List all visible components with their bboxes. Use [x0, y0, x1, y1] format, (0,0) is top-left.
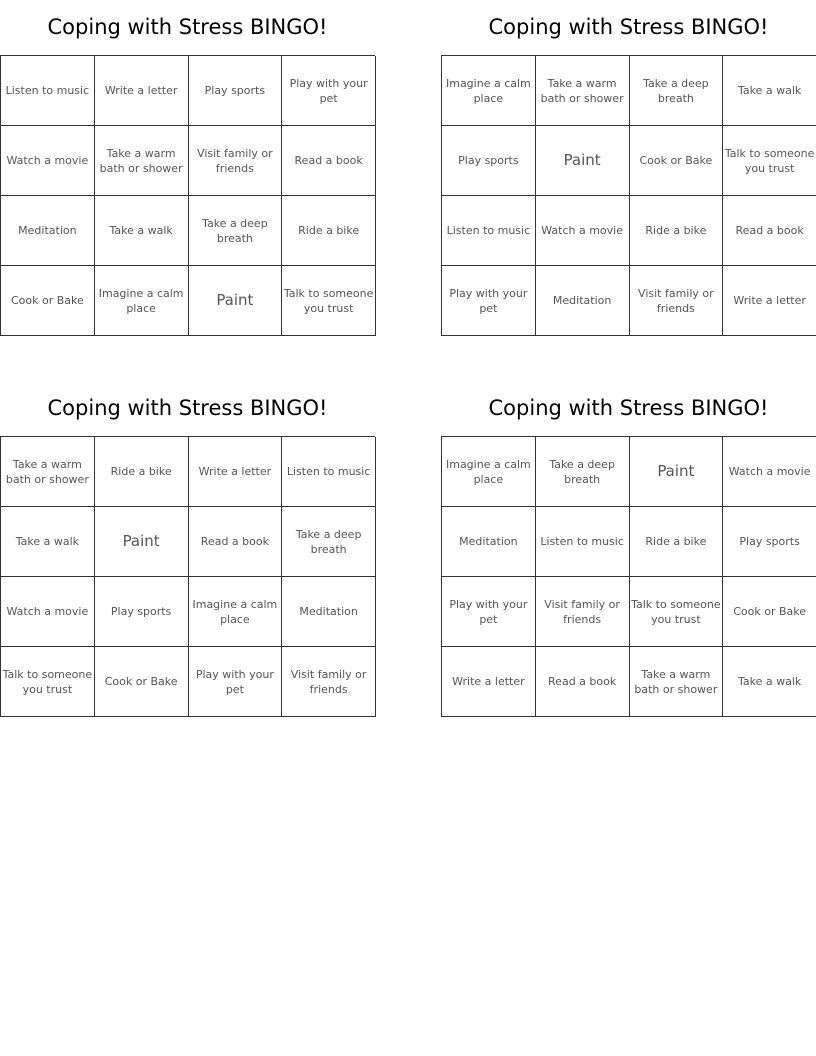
- bingo-cell: Meditation: [442, 507, 536, 577]
- card-title: Coping with Stress BINGO!: [488, 396, 769, 420]
- bingo-cell: Take a warm bath or shower: [536, 56, 630, 126]
- bingo-cell: Write a letter: [442, 647, 536, 717]
- bingo-cell: Take a deep breath: [189, 196, 283, 266]
- bingo-cell: Watch a movie: [1, 577, 95, 647]
- bingo-cell: Play sports: [189, 56, 283, 126]
- bingo-cell: Imagine a calm place: [189, 577, 283, 647]
- bingo-cell: Watch a movie: [1, 126, 95, 196]
- bingo-cell: Take a walk: [723, 56, 816, 126]
- card-title: Coping with Stress BINGO!: [47, 396, 328, 420]
- bingo-free-cell: Paint: [536, 126, 630, 196]
- bingo-cell: Cook or Bake: [1, 266, 95, 336]
- bingo-cell: Meditation: [282, 577, 376, 647]
- bingo-cell: Take a walk: [95, 196, 189, 266]
- bingo-cell: Visit family or friends: [189, 126, 283, 196]
- bingo-cell: Meditation: [1, 196, 95, 266]
- bingo-cell: Visit family or friends: [536, 577, 630, 647]
- bingo-free-cell: Paint: [189, 266, 283, 336]
- bingo-free-cell: Paint: [630, 437, 724, 507]
- bingo-cell: Imagine a calm place: [95, 266, 189, 336]
- bingo-cell: Talk to someone you trust: [1, 647, 95, 717]
- bingo-cell: Play sports: [442, 126, 536, 196]
- bingo-grid: [0, 55, 375, 336]
- bingo-cell: Talk to someone you trust: [282, 266, 376, 336]
- bingo-free-cell: Paint: [95, 507, 189, 577]
- bingo-cell: Ride a bike: [95, 437, 189, 507]
- bingo-cell: Play with your pet: [442, 266, 536, 336]
- bingo-cell: Write a letter: [95, 56, 189, 126]
- bingo-cell: Read a book: [282, 126, 376, 196]
- bingo-cell: Imagine a calm place: [442, 437, 536, 507]
- bingo-cell: Write a letter: [189, 437, 283, 507]
- bingo-cell: Read a book: [723, 196, 816, 266]
- bingo-cell: Read a book: [536, 647, 630, 717]
- bingo-cell: Take a walk: [723, 647, 816, 717]
- bingo-cell: Take a warm bath or shower: [95, 126, 189, 196]
- bingo-cell: Cook or Bake: [630, 126, 724, 196]
- bingo-cell: Listen to music: [1, 56, 95, 126]
- bingo-cell: Imagine a calm place: [442, 56, 536, 126]
- bingo-cell: Ride a bike: [282, 196, 376, 266]
- bingo-grid: [441, 55, 816, 336]
- bingo-cell: Listen to music: [442, 196, 536, 266]
- bingo-cell: Play with your pet: [282, 56, 376, 126]
- bingo-cell: Watch a movie: [536, 196, 630, 266]
- bingo-cell: Take a deep breath: [536, 437, 630, 507]
- bingo-card: [441, 393, 816, 717]
- bingo-cell: Listen to music: [282, 437, 376, 507]
- bingo-card: [441, 12, 816, 336]
- bingo-cell: Play sports: [723, 507, 816, 577]
- bingo-cell: Talk to someone you trust: [630, 577, 724, 647]
- bingo-cell: Take a deep breath: [630, 56, 724, 126]
- bingo-grid: [0, 436, 375, 717]
- bingo-cell: Visit family or friends: [282, 647, 376, 717]
- bingo-grid: [441, 436, 816, 717]
- bingo-card: [0, 393, 375, 717]
- bingo-cell: Take a walk: [1, 507, 95, 577]
- bingo-card: [0, 12, 375, 336]
- bingo-cell: Play sports: [95, 577, 189, 647]
- bingo-cell: Watch a movie: [723, 437, 816, 507]
- bingo-cell: Talk to someone you trust: [723, 126, 816, 196]
- bingo-cell: Play with your pet: [189, 647, 283, 717]
- card-title: Coping with Stress BINGO!: [488, 15, 769, 39]
- bingo-cell: Cook or Bake: [95, 647, 189, 717]
- bingo-cell: Cook or Bake: [723, 577, 816, 647]
- card-title: Coping with Stress BINGO!: [47, 15, 328, 39]
- bingo-cell: Take a warm bath or shower: [630, 647, 724, 717]
- bingo-cell: Write a letter: [723, 266, 816, 336]
- bingo-cell: Ride a bike: [630, 196, 724, 266]
- bingo-cell: Read a book: [189, 507, 283, 577]
- bingo-cell: Take a deep breath: [282, 507, 376, 577]
- bingo-cell: Ride a bike: [630, 507, 724, 577]
- bingo-cell: Play with your pet: [442, 577, 536, 647]
- bingo-cell: Meditation: [536, 266, 630, 336]
- bingo-cell: Take a warm bath or shower: [1, 437, 95, 507]
- bingo-cell: Visit family or friends: [630, 266, 724, 336]
- bingo-cell: Listen to music: [536, 507, 630, 577]
